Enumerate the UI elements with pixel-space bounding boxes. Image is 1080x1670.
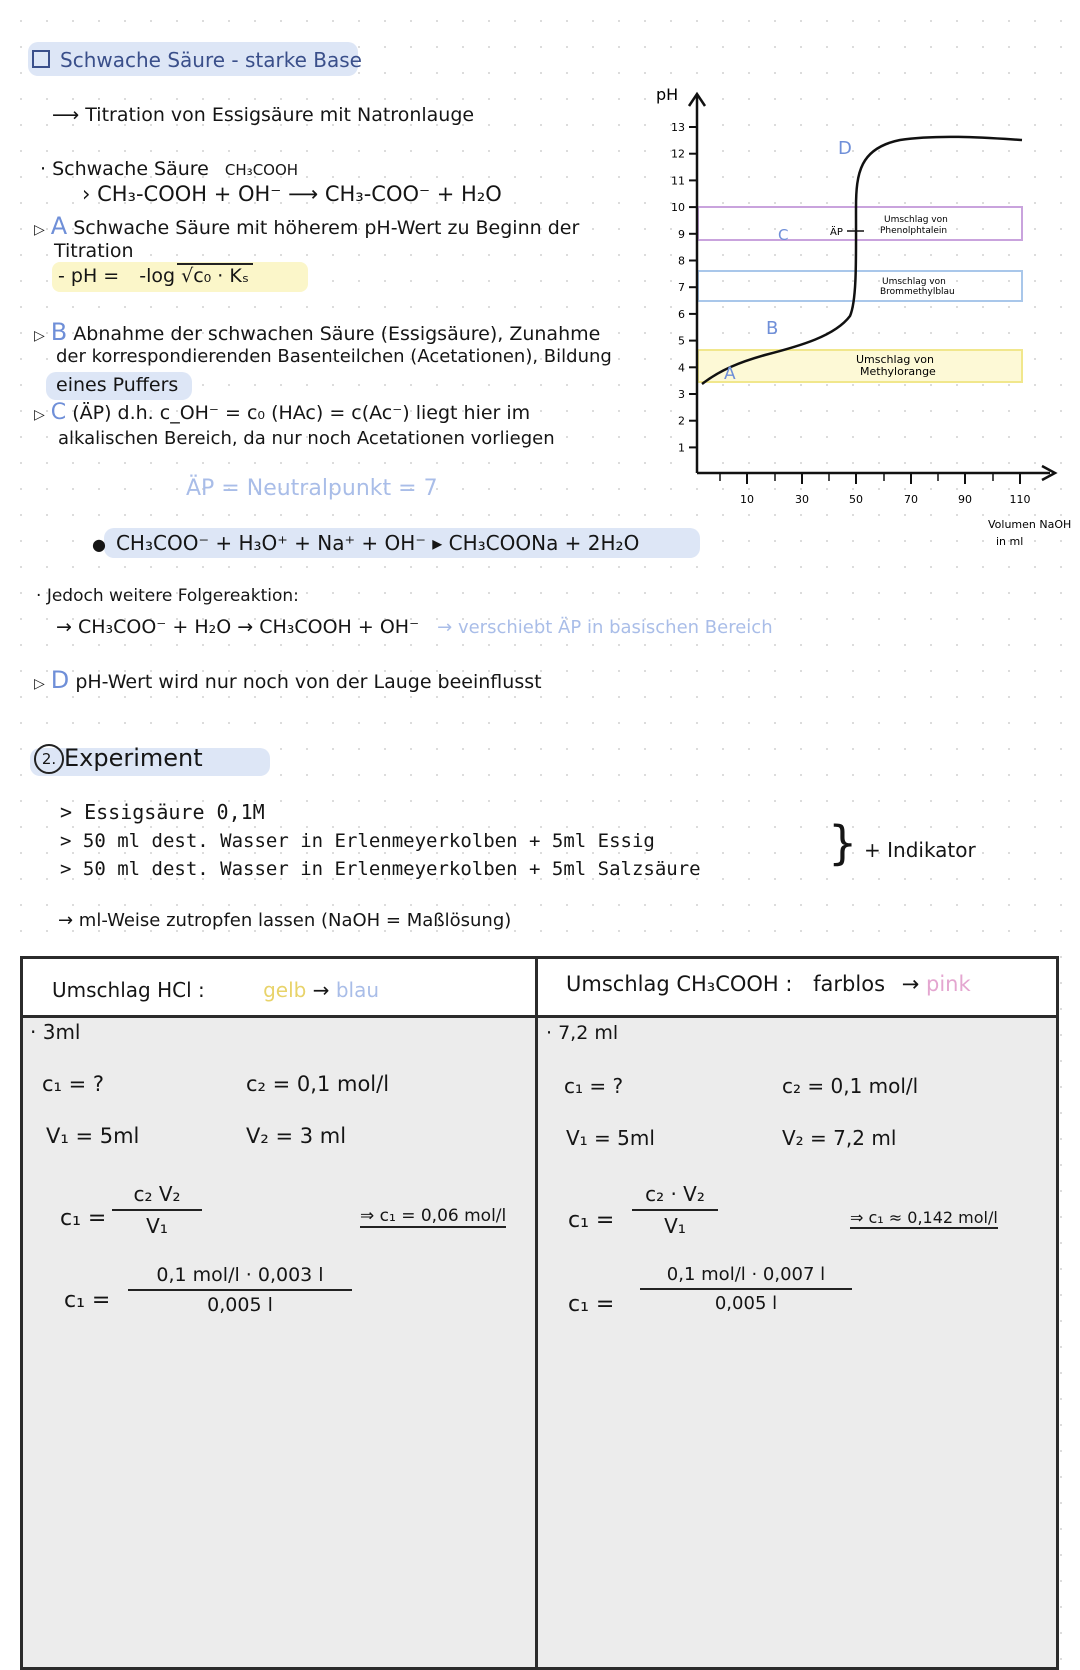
hcl-result: ⇒ c₁ = 0,06 mol/l: [360, 1206, 507, 1226]
dropwise-note: → ml-Weise zutropfen lassen (NaOH = Maßlösung): [58, 910, 512, 931]
ph-formula: - pH = -log √c₀ · Kₛ: [58, 265, 253, 287]
y-tick-label: 9: [678, 227, 685, 241]
point-c: ▷ C (ÄP) d.h. c_OH⁻ = c₀ (HAc) = c(Ac⁻) liegt hier im: [34, 400, 531, 425]
titration-chart: [640, 78, 1080, 558]
band-methyl-label-2: Methylorange: [860, 365, 936, 378]
acetic-head-label: Umschlag CH₃COOH : farblos → pink: [566, 972, 971, 996]
hcl-v2-value: V₂ = 3 ml: [246, 1124, 347, 1148]
x-axis-label-1: Volumen NaOH: [988, 518, 1072, 531]
followup-label: · Jedoch weitere Folgereaktion:: [36, 586, 299, 606]
hcl-formula-fraction: c₂ V₂ V₁: [112, 1182, 202, 1238]
section2-title: 2. Experiment: [34, 744, 203, 774]
chart-label-d: D: [838, 138, 852, 159]
chart-label-aep: ÄP: [830, 227, 843, 238]
acetic-v2-value: V₂ = 7,2 ml: [782, 1126, 897, 1150]
x-tick-label: 10: [740, 493, 754, 506]
point-b-line2: der korrespondierenden Basenteilchen (Acetationen), Bildung: [56, 346, 612, 367]
reaction-1: › CH₃-COOH + OH⁻ ⟶ CH₃-COO⁻ + H₂O: [82, 182, 502, 206]
y-tick-label: 7: [678, 281, 685, 295]
x-tick-label: 110: [1009, 493, 1031, 506]
band-phenol-label-1: Umschlag von: [884, 215, 948, 225]
y-ticks: [671, 121, 697, 454]
curly-brace: }: [828, 816, 858, 870]
x-ticks: [720, 473, 1031, 506]
y-tick-label: 5: [678, 334, 685, 348]
checkbox-icon: [32, 50, 50, 68]
y-tick-label: 12: [671, 147, 685, 161]
experiment-item-2: > 50 ml dest. Wasser in Erlenmeyerkolben + 5ml Essig: [60, 830, 655, 852]
section1-title: Schwache Säure - starke Base: [32, 48, 362, 72]
triangle-bullet-icon: ▷: [34, 407, 45, 423]
band-phenol-label-2: Phenolphtalein: [880, 226, 948, 236]
arrow-right-icon: ⟶: [52, 104, 86, 126]
point-c-line2: alkalischen Bereich, da nur noch Acetationen vorliegen: [58, 428, 555, 449]
point-a-line2: Titration: [54, 240, 134, 262]
neutral-point: ÄP = Neutralpunkt = 7: [186, 476, 438, 501]
hcl-c1-lhs-2: c₁ =: [64, 1288, 111, 1313]
acetic-volume: · 7,2 ml: [546, 1022, 619, 1044]
acetic-result: ⇒ c₁ ≈ 0,142 mol/l: [850, 1208, 998, 1227]
acetic-v1-value: V₁ = 5ml: [566, 1126, 655, 1150]
y-tick-label: 4: [678, 361, 685, 375]
acetic-c1-lhs: c₁ =: [568, 1208, 615, 1233]
hcl-calc-fraction: 0,1 mol/l · 0,003 l 0,005 l: [128, 1264, 352, 1316]
y-tick-label: 11: [671, 174, 685, 188]
triangle-bullet-icon: ▷: [34, 328, 45, 344]
band-phenolphthalein: [698, 207, 1022, 240]
section1-subtitle: ⟶ Titration von Essigsäure mit Natronlauge: [52, 104, 475, 126]
chart-label-c: C: [778, 226, 789, 244]
x-tick-label: 70: [904, 493, 918, 506]
band-brom-label-2: Brommethylblau: [880, 287, 955, 297]
hcl-c1-unknown: c₁ = ?: [42, 1072, 105, 1096]
point-b: ▷ B Abnahme der schwachen Säure (Essigsäure), Zunahme: [34, 318, 601, 346]
y-tick-label: 13: [671, 121, 685, 134]
x-axis-label-2: in ml: [996, 535, 1024, 548]
hcl-v1-value: V₁ = 5ml: [46, 1124, 140, 1148]
hcl-volume: · 3ml: [30, 1020, 81, 1044]
acetic-c1-unknown: c₁ = ?: [564, 1074, 624, 1098]
triangle-bullet-icon: ▷: [34, 222, 45, 238]
experiment-item-1: > Essigsäure 0,1M: [60, 800, 265, 824]
acetic-c1-lhs-2: c₁ =: [568, 1292, 615, 1317]
acetic-calc-fraction: 0,1 mol/l · 0,007 l 0,005 l: [640, 1264, 852, 1314]
hcl-c2-value: c₂ = 0,1 mol/l: [246, 1072, 390, 1096]
weak-acid-line: · Schwache Säure CH₃COOH: [40, 158, 299, 180]
band-brom-label-1: Umschlag von: [882, 277, 946, 287]
band-methyl-label-1: Umschlag von: [856, 353, 935, 366]
point-d: ▷ D pH-Wert wird nur noch von der Lauge beeinflusst: [34, 666, 542, 694]
y-tick-label: 3: [678, 388, 685, 401]
x-tick-label: 50: [849, 493, 863, 506]
point-a: ▷ A Schwache Säure mit höherem pH-Wert zu Beginn der: [34, 212, 580, 240]
y-tick-label: 2: [678, 414, 685, 428]
x-tick-label: 90: [958, 493, 972, 506]
chart-label-b: B: [766, 318, 779, 339]
y-tick-label: 6: [678, 307, 685, 321]
acetic-c2-value: c₂ = 0,1 mol/l: [782, 1074, 919, 1098]
indicator-note: + Indikator: [864, 838, 976, 862]
acetic-formula-fraction: c₂ · V₂ V₁: [632, 1182, 718, 1238]
hcl-head-label: Umschlag HCl : gelb → blau: [52, 978, 380, 1002]
titration-curve: [702, 137, 1022, 384]
y-tick-label: 10: [671, 201, 685, 215]
chart-label-a: A: [724, 364, 736, 384]
y-axis-label: pH: [656, 85, 679, 104]
band-brommethylblau: [698, 271, 1022, 301]
triangle-bullet-icon: ▷: [34, 676, 45, 692]
circled-number: 2.: [34, 744, 64, 774]
reaction-3: → CH₃COO⁻ + H₂O → CH₃COOH + OH⁻ → verschiebt ÄP in basischen Bereich: [56, 616, 773, 638]
reaction-2: ● CH₃COO⁻ + H₃O⁺ + Na⁺ + OH⁻ ▸ CH₃COONa + 2H₂O: [92, 531, 640, 555]
point-b-line3: eines Puffers: [56, 374, 179, 396]
experiment-item-3: > 50 ml dest. Wasser in Erlenmeyerkolben + 5ml Salzsäure: [60, 858, 701, 880]
x-tick-label: 30: [795, 493, 809, 506]
y-tick-label: 8: [678, 254, 685, 268]
hcl-c1-lhs: c₁ =: [60, 1206, 107, 1231]
y-tick-label: 1: [678, 441, 685, 455]
